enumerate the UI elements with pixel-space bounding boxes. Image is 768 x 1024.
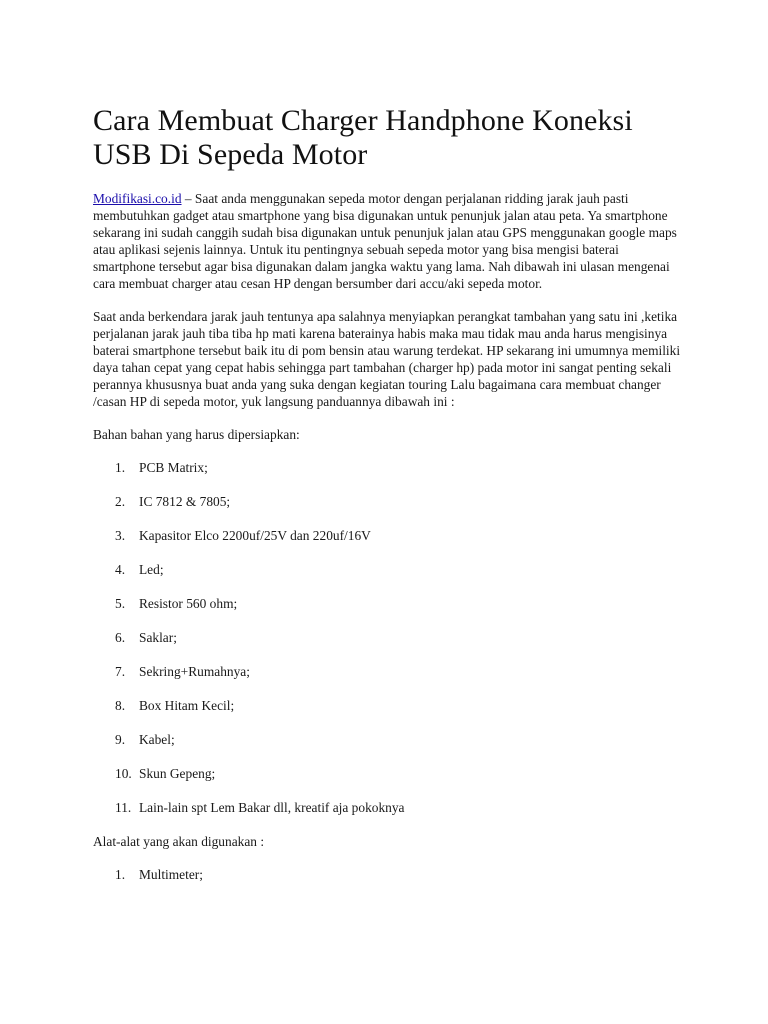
list-item <box>93 493 683 510</box>
list-item-number: 11. <box>115 800 132 815</box>
list-item <box>93 595 683 612</box>
list-item-text: Skun Gepeng; <box>139 766 216 781</box>
list-item-number: 8. <box>115 698 126 713</box>
materials-list <box>93 459 683 816</box>
list-item-number: 10. <box>115 766 132 781</box>
list-item-number: 5. <box>115 596 126 611</box>
list-item <box>93 799 683 816</box>
tools-heading: Alat-alat yang akan digunakan : <box>93 834 265 849</box>
list-item-text: Led; <box>139 562 164 577</box>
list-item <box>93 697 683 714</box>
list-item-text: Lain-lain spt Lem Bakar dll, kreatif aja pokoknya <box>139 800 405 815</box>
list-item <box>93 765 683 782</box>
list-item-text: Multimeter; <box>139 867 203 882</box>
list-item-text: PCB Matrix; <box>139 460 208 475</box>
list-item <box>93 731 683 748</box>
list-item-number: 7. <box>115 664 126 679</box>
list-item-text: Sekring+Rumahnya; <box>139 664 250 679</box>
list-item-number: 1. <box>115 867 126 882</box>
paragraph-2: Saat anda berkendara jarak jauh tentunya apa salahnya menyiapkan perangkat tambahan yang satu ini ,ketika perjalanan jarak jauh tiba tiba hp mati karena baterainya habis maka mau tidak mau anda harus mengisinya baterai smartphone tersebut baik itu di pom bensin atau warung terdekat. HP sekarang ini umumnya memiliki daya tahan cepat yang cepat habis sehingga part tambahan (charger hp) pada motor ini sangat penting sekali perannya khususnya buat anda yang suka dengan kegiatan touring Lalu bagaimana cara membuat changer /casan HP di sepeda motor, yuk langsung panduannya dibawah ini : <box>93 309 681 409</box>
list-item-text: IC 7812 & 7805; <box>139 494 231 509</box>
article-title: Cara Membuat Charger Handphone Koneksi USB Di Sepeda Motor <box>93 104 633 171</box>
list-item-text: Kabel; <box>139 732 175 747</box>
list-item <box>93 629 683 646</box>
list-item-number: 3. <box>115 528 126 543</box>
list-item <box>93 459 683 476</box>
source-link[interactable]: Modifikasi.co.id <box>93 191 182 206</box>
list-item-text: Box Hitam Kecil; <box>139 698 235 713</box>
list-item <box>93 663 683 680</box>
list-item-number: 1. <box>115 460 126 475</box>
list-item-number: 6. <box>115 630 126 645</box>
list-item-text: Resistor 560 ohm; <box>139 596 238 611</box>
intro-paragraph <box>93 190 683 292</box>
list-item-number: 4. <box>115 562 126 577</box>
list-item-text: Saklar; <box>139 630 177 645</box>
document-page <box>93 104 683 900</box>
list-item <box>93 527 683 544</box>
list-item <box>93 866 683 883</box>
tools-list <box>93 866 683 883</box>
intro-text: – Saat anda menggunakan sepeda motor dengan perjalanan ridding jarak jauh pasti membutuhkan gadget atau smartphone yang bisa digunakan untuk penunjuk jalan atau peta. Ya smartphone sekarang ini sudah canggih sudah bisa digunakan untuk penunjuk jalan atau GPS menggunakan google maps atau aplikasi sejenis lainnya. Untuk itu pentingnya sebuah sepeda motor yang bisa mengisi baterai smartphone tersebut agar bisa digunakan dalam jangka waktu yang lama. Nah dibawah ini ulasan mengenai cara membuat charger atau cesan HP dengan bersumber dari accu/aki sepeda motor. <box>93 191 677 291</box>
list-item-number: 2. <box>115 494 126 509</box>
list-item-number: 9. <box>115 732 126 747</box>
list-item <box>93 561 683 578</box>
list-item-text: Kapasitor Elco 2200uf/25V dan 220uf/16V <box>139 528 371 543</box>
materials-heading: Bahan bahan yang harus dipersiapkan: <box>93 427 300 442</box>
